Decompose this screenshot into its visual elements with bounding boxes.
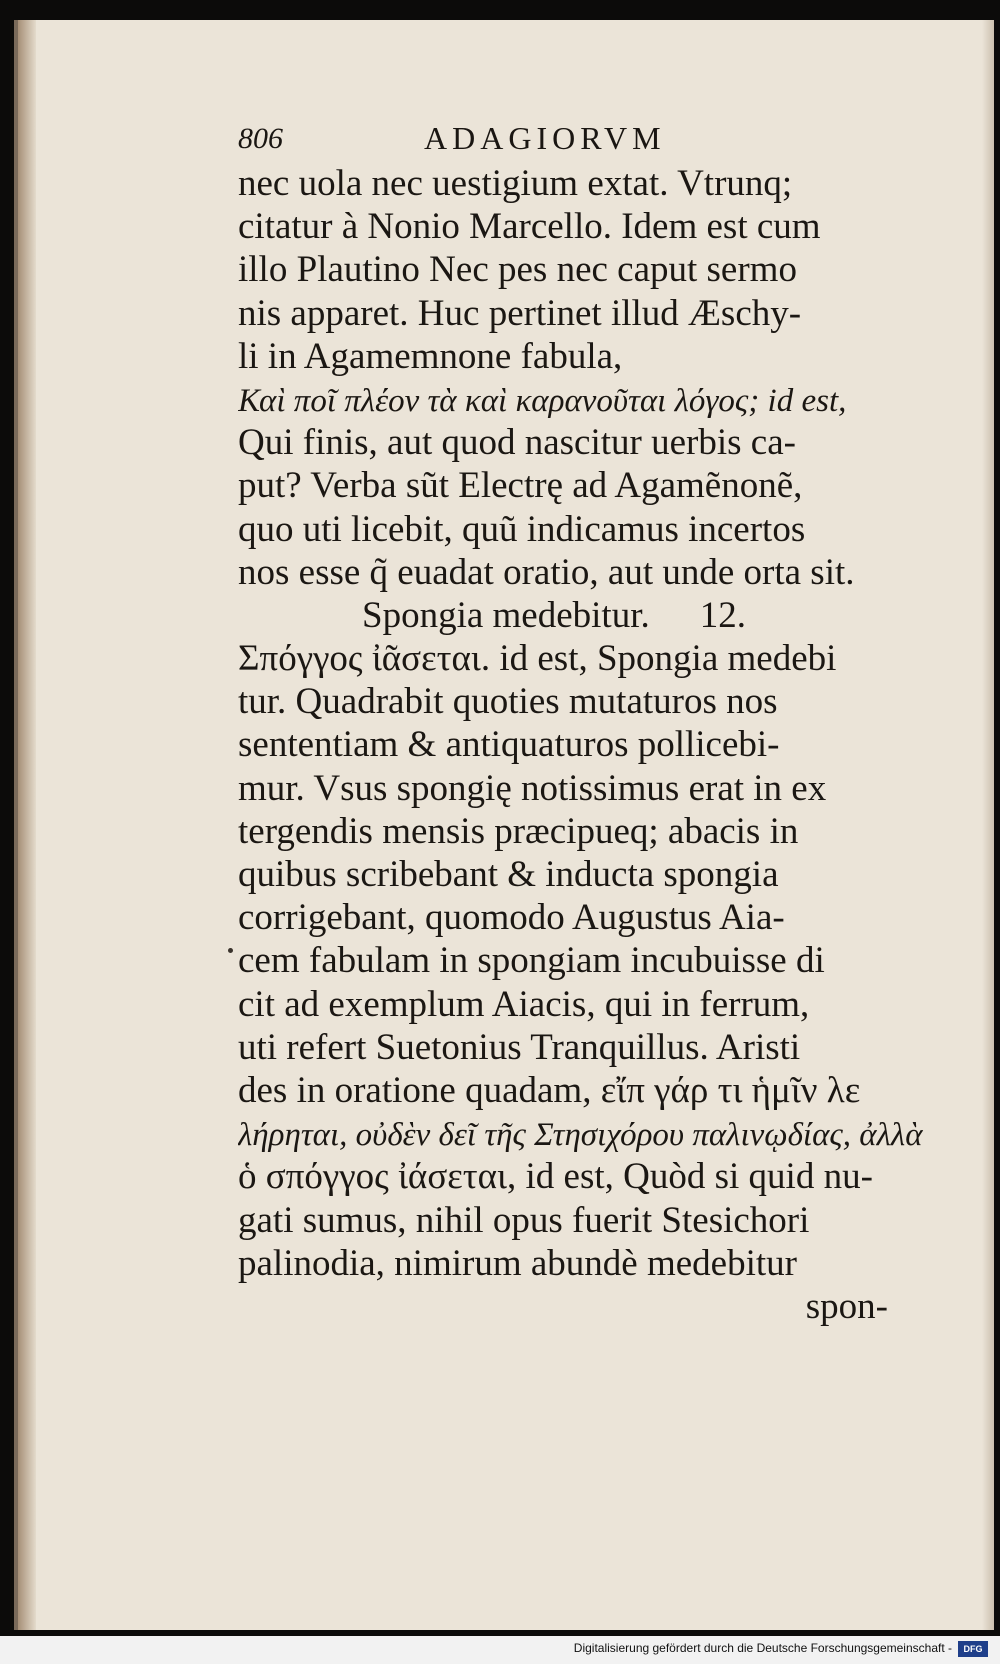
text-line: sententiam & antiquaturos pollicebi- xyxy=(238,724,780,766)
text-line: nos esse q̃ euadat oratio, aut unde orta sit. xyxy=(238,551,855,593)
text-line: Qui finis, aut quod nascitur uerbis ca- xyxy=(238,422,796,464)
text-line: mur. Vsus spongię notissimus erat in ex xyxy=(238,767,827,809)
text-line: gati sumus, nihil opus fuerit Stesichori xyxy=(238,1199,810,1241)
adage-heading xyxy=(238,594,928,637)
text-line: quibus scribebant & inducta spongia xyxy=(238,854,779,895)
page-number: 806 xyxy=(238,122,283,155)
text-line: tur. Quadrabit quoties mutaturos nos xyxy=(238,681,778,723)
text-line: nis apparet. Huc pertinet illud Æschy- xyxy=(238,292,802,334)
margin-mark xyxy=(228,948,233,953)
text-line: citatur à Nonio Marcello. Idem est cum xyxy=(238,206,821,248)
text-line: li in Agamemnone fabula, xyxy=(238,335,623,377)
running-head xyxy=(224,118,864,158)
text-line-greek: λήρηται, οὐδὲν δεῖ τῆς Στησιχόρου παλινῳδίας, ἀλλὰ xyxy=(238,1117,923,1154)
text-line: uti refert Suetonius Tranquillus. Aristi xyxy=(238,1026,801,1068)
dfg-logo: DFG xyxy=(958,1641,988,1657)
footer-bar xyxy=(0,1636,1000,1664)
running-title: ADAGIORVM xyxy=(424,120,666,156)
text-line: put? Verba sũt Electrę ad Agamẽnonẽ, xyxy=(238,465,803,507)
text-line: corrigebant, quomodo Augustus Aia- xyxy=(238,897,785,939)
body-text xyxy=(238,162,928,1328)
text-line: palinodia, nimirum abundè medebitur xyxy=(238,1242,797,1284)
text-line: des in oratione quadam, εἴπ γάρ τι ἡμῖν λε xyxy=(238,1069,861,1111)
text-line: tergendis mensis præcipueq; abacis in xyxy=(238,810,799,852)
funding-credit: Digitalisierung gefördert durch die Deutsche Forschungsgemeinschaft - xyxy=(573,1641,952,1655)
text-line: ὁ σπόγγος ἰάσεται, id est, Quòd si quid nu- xyxy=(238,1156,873,1198)
adage-number: 12. xyxy=(699,594,746,636)
text-line: quo uti licebit, quũ indicamus incertos xyxy=(238,508,806,550)
text-line: cem fabulam in spongiam incubuisse di xyxy=(238,940,825,982)
text-line: nec uola nec uestigium extat. Vtrunq; xyxy=(238,163,793,204)
catchword: spon- xyxy=(805,1285,888,1327)
text-line: Σπόγγος ἰᾶσεται. id est, Spongia medebi xyxy=(238,638,837,680)
adage-title: Spongia medebitur. xyxy=(362,594,650,636)
text-line: illo Plautino Nec pes nec caput sermo xyxy=(238,249,797,291)
page-gutter xyxy=(18,20,36,1630)
text-line-greek: Καὶ ποῖ πλέον τὰ καὶ καρανοῦται λόγος; id est, xyxy=(238,382,847,419)
page-edge xyxy=(982,20,994,1630)
text-line: cit ad exemplum Aiacis, qui in ferrum, xyxy=(238,983,810,1025)
